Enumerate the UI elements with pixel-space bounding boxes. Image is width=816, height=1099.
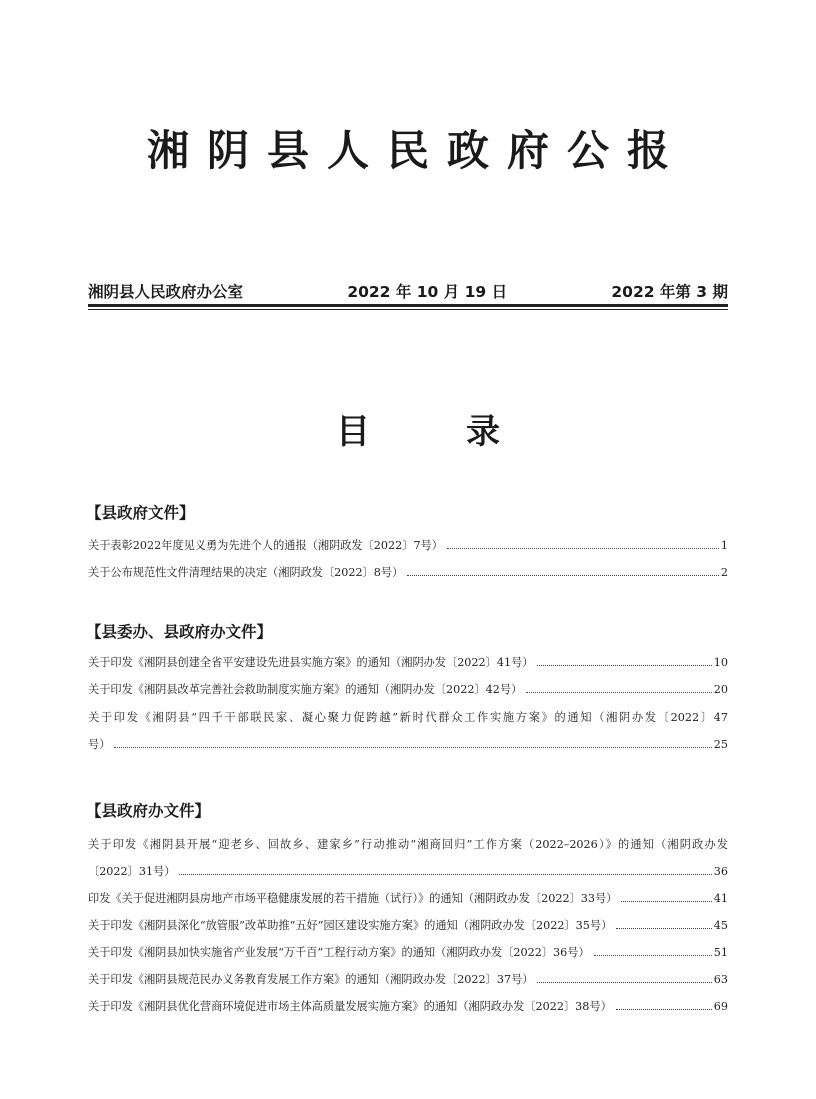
section-heading-county-gov: 【县政府文件】 <box>86 504 195 522</box>
toc-entry[interactable] <box>88 863 728 883</box>
toc-entry[interactable] <box>88 537 728 557</box>
header-rule-thin <box>88 309 728 310</box>
publisher: 湘阴县人民政府办公室 <box>88 283 244 301</box>
toc-entry[interactable] <box>88 654 728 674</box>
header-rule-thick <box>88 304 728 307</box>
toc-title <box>336 404 500 453</box>
toc-title-right: 录 <box>466 412 500 452</box>
toc-entry-title: 关于印发《湘阴县改革完善社会救助制度实施方案》的通知（湘阴办发〔2022〕42号） <box>88 683 523 696</box>
issue-number: 2022 年第 3 期 <box>611 283 728 301</box>
leader-dots <box>616 1009 712 1010</box>
toc-entry-title: 关于公布规范性文件清理结果的决定（湘阴政发〔2022〕8号） <box>88 566 404 579</box>
leader-dots <box>179 874 711 875</box>
leader-dots <box>114 747 711 748</box>
toc-entry-title-line2: 〔2022〕31号） <box>88 865 176 878</box>
toc-entry-page: 1 <box>720 539 728 552</box>
toc-entry-page: 63 <box>713 973 728 986</box>
leader-dots <box>537 982 711 983</box>
toc-entry-page: 51 <box>713 946 728 959</box>
toc-entry[interactable] <box>88 736 728 756</box>
leader-dots <box>594 955 712 956</box>
issue-date: 2022 年 10 月 19 日 <box>347 283 508 301</box>
toc-entry[interactable] <box>88 890 728 910</box>
toc-entry-title: 关于印发《湘阴县规范民办义务教育发展工作方案》的通知（湘阴政办发〔2022〕37号） <box>88 973 534 986</box>
toc-entry-page: 41 <box>713 892 728 905</box>
toc-entry-page: 45 <box>713 919 728 932</box>
toc-entry-page: 69 <box>713 1000 728 1013</box>
gazette-masthead: 湘阴县人民政府公报 <box>146 126 687 175</box>
issue-info-bar <box>88 280 728 302</box>
toc-entry[interactable] <box>88 564 728 584</box>
toc-entry-page: 36 <box>713 865 728 878</box>
toc-entry-page: 20 <box>713 683 728 696</box>
section-heading-gov-office: 【县政府办文件】 <box>86 802 211 820</box>
leader-dots <box>526 692 711 693</box>
toc-entry-title: 关于印发《湘阴县创建全省平安建设先进县实施方案》的通知（湘阴办发〔2022〕41号） <box>88 656 534 669</box>
toc-entry-title: 关于印发《湘阴县优化营商环境促进市场主体高质量发展实施方案》的通知（湘阴政办发〔2022〕38号） <box>88 1000 612 1013</box>
toc-entry[interactable] <box>88 998 728 1018</box>
leader-dots <box>621 901 711 902</box>
toc-entry-page: 25 <box>713 738 728 751</box>
toc-entry[interactable] <box>88 917 728 937</box>
toc-entry[interactable] <box>88 944 728 964</box>
toc-entry-title-line2: 号） <box>88 738 111 751</box>
toc-entry-title: 关于表彰2022年度见义勇为先进个人的通报（湘阴政发〔2022〕7号） <box>88 539 443 552</box>
leader-dots <box>447 548 719 549</box>
toc-entry-page: 2 <box>720 566 728 579</box>
leader-dots <box>537 665 711 666</box>
toc-entry-title: 关于印发《湘阴县深化“放管服”改革助推“五好”园区建设实施方案》的通知（湘阴政办发〔2022〕35号） <box>88 919 613 932</box>
toc-entry-title: 印发《关于促进湘阴县房地产市场平稳健康发展的若干措施（试行）》的通知（湘阴政办发〔2022〕33号） <box>88 892 618 905</box>
toc-entry-page: 10 <box>713 656 728 669</box>
toc-entry-title-line1[interactable]: 关于印发《湘阴县“四千干部联民家、凝心聚力促跨越”新时代群众工作实施方案》的通知（湘阴办发〔2022〕47 <box>88 711 728 724</box>
toc-entry-title-line1[interactable]: 关于印发《湘阴县开展“迎老乡、回故乡、建家乡”行动推动“湘商回归”工作方案（2022–2026）》的通知（湘阴政办发 <box>88 838 728 851</box>
toc-entry[interactable] <box>88 681 728 701</box>
toc-entry-title: 关于印发《湘阴县加快实施省产业发展“万千百”工程行动方案》的通知（湘阴政办发〔2022〕36号） <box>88 946 590 959</box>
leader-dots <box>407 575 719 576</box>
toc-entry[interactable] <box>88 971 728 991</box>
toc-title-left: 目 <box>336 412 370 452</box>
leader-dots <box>616 928 711 929</box>
section-heading-party-gov-office: 【县委办、县政府办文件】 <box>86 623 273 641</box>
